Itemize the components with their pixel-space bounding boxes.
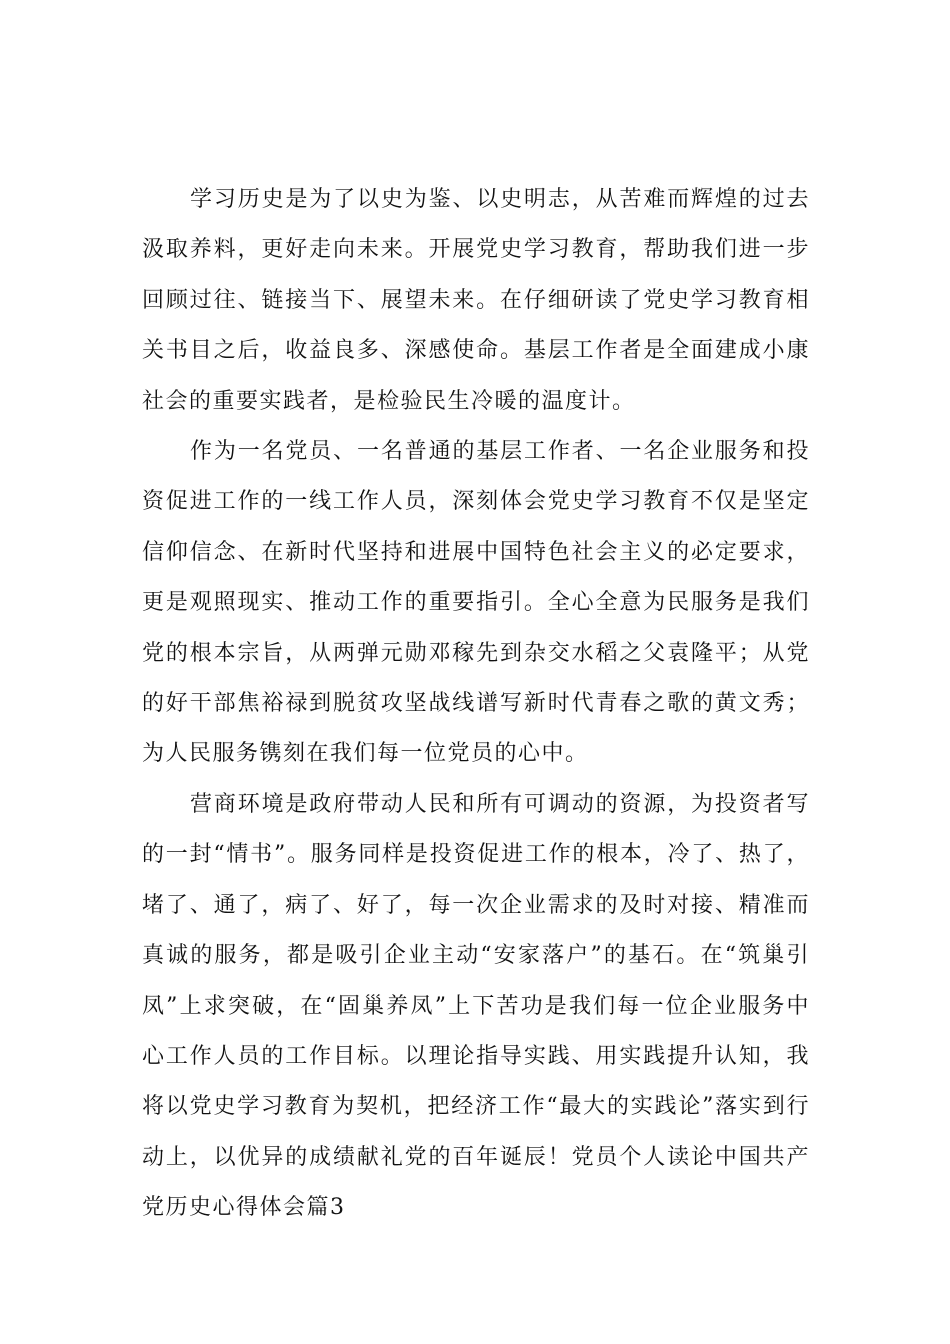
document-body — [142, 175, 810, 1234]
paragraph-3: 营商环境是政府带动人民和所有可调动的资源，为投资者写的一封“情书”。服务同样是投资促进工作的根本，冷了、热了，堵了、通了，病了、好了，每一次企业需求的及时对接、精准而真诚的服务，都是吸引企业主动“安家落户”的基石。在“筑巢引凤”上求突破，在“固巢养凤”上下苦功是我们每一位企业服务中心工作人员的工作目标。以理论指导实践、用实践提升认知，我将以党史学习教育为契机，把经济工作“最大的实践论”落实到行动上，以优异的成绩献礼党的百年诞辰！党员个人读论中国共产党历史心得体会篇3 — [142, 791, 810, 1221]
paragraph-1: 学习历史是为了以史为鉴、以史明志，从苦难而辉煌的过去汲取养料，更好走向未来。开展党史学习教育，帮助我们进一步回顾过往、链接当下、展望未来。在仔细研读了党史学习教育相关书目之后，收益良多、深感使命。基层工作者是全面建成小康社会的重要实践者，是检验民生冷暖的温度计。 — [142, 187, 810, 414]
paragraph-2: 作为一名党员、一名普通的基层工作者、一名企业服务和投资促进工作的一线工作人员，深刻体会党史学习教育不仅是坚定信仰信念、在新时代坚持和进展中国特色社会主义的必定要求，更是观照现实、推动工作的重要指引。全心全意为民服务是我们党的根本宗旨，从两弹元勋邓稼先到杂交水稻之父袁隆平；从党的好干部焦裕禄到脱贫攻坚战线谱写新时代青春之歌的黄文秀；为人民服务镌刻在我们每一位党员的心中。 — [142, 439, 810, 767]
